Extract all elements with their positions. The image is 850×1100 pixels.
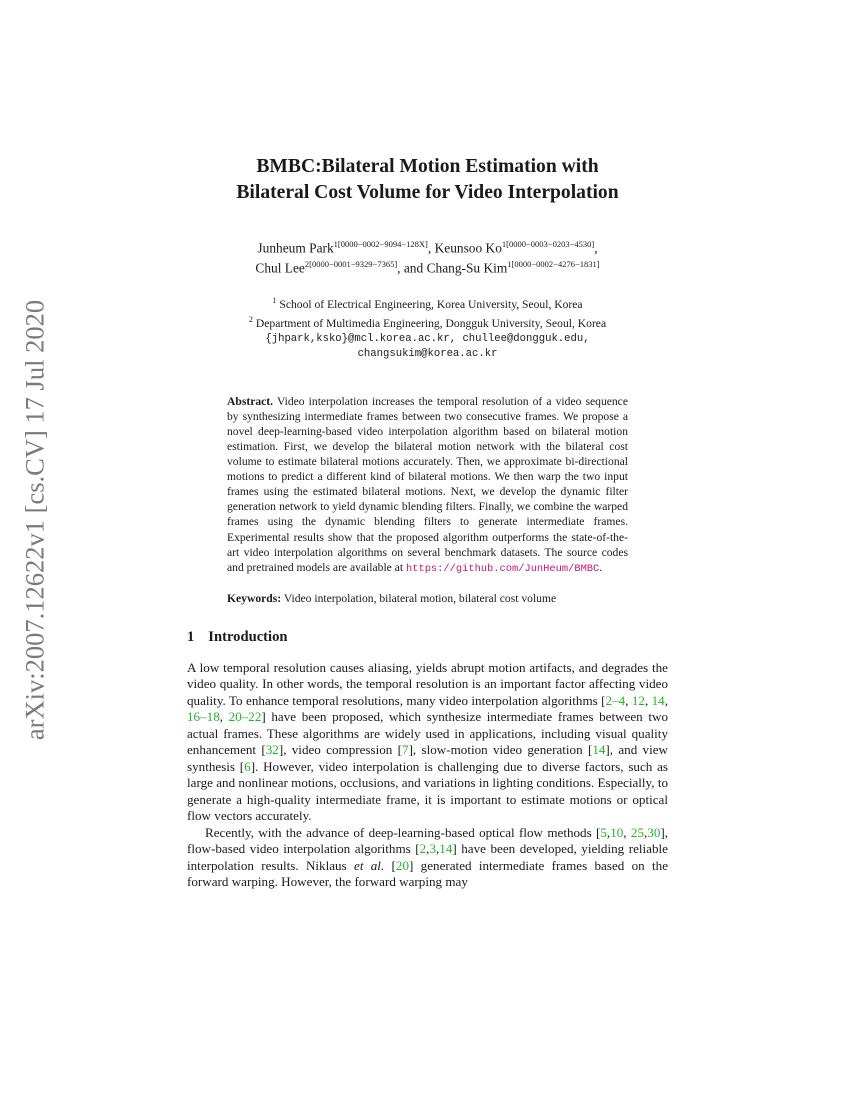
emails-line-2: changsukim@korea.ac.kr xyxy=(357,348,498,361)
citation-link[interactable]: 12 xyxy=(631,692,645,708)
section-number: 1 xyxy=(187,628,195,645)
author-orcid: 1[0000−0003−0203−4530] xyxy=(501,239,595,249)
author-line-1: Junheum Park$^{1[0000-0002-9094-128X]}$, Keunsoo $Ko^{1[0000-0003-0203-4530]}$, xyxy=(257,239,598,256)
citation-link[interactable]: 14 xyxy=(651,692,665,708)
abstract: Abstract. Video interpolation increases the temporal resolution of a video sequence by synthesizing intermediate frames between two consecutive frames. We propose a novel deep-learning-based video interpolation algorithm based on bilateral motion estimation. First, we develop the bilateral motion network with the bilateral cost volume to estimate bilateral motions accurately. Then, we approximate bi-directional motions to predict a different kind of bilateral motions. We then warp the two input frames using the estimated bilateral motions. Next, we develop the dynamic filter generation network to yield dynamic blending filters. Finally, we combine the warped frames using the dynamic blending filters to generate intermediate frames. Experimental results show that the proposed algorithm outperforms the state-of-the-art video interpolation algorithms on several benchmark datasets. The source codes and pretrained models are available at https://github.com/JunHeum/BMBC. xyxy=(227,394,628,575)
affiliations xyxy=(187,293,668,363)
title-line-2: Bilateral Cost Volume for Video Interpolation xyxy=(236,182,619,203)
citation-link[interactable]: 7 xyxy=(402,742,409,758)
abstract-text: Video interpolation increases the temporal resolution of a video sequence by synthesizing intermediate frames between two consecutive frames. We propose a novel deep-learning-based video interpolation algorithm based on bilateral motion estimation. First, we develop the bilateral motion network with the bilateral cost volume to estimate bilateral motions accurately. Then, we approximate bi-directional motions to predict a different kind of bilateral motions. We then warp the two input frames using the estimated bilateral motions. Next, we develop the dynamic filter generation network to yield dynamic blending filters. Finally, we combine the warped frames using the dynamic blending filters to generate intermediate frames. Experimental results show that the proposed algorithm outperforms the state-of-the-art video interpolation algorithms on several benchmark datasets. The source codes and pretrained models are available at xyxy=(227,394,628,574)
author-name: Chul Lee xyxy=(255,260,305,276)
citation-link[interactable]: 20 xyxy=(395,857,410,873)
paper-title xyxy=(187,154,668,206)
author-name: Chang-Su Kim xyxy=(426,260,508,276)
abstract-label: Abstract. xyxy=(227,394,274,408)
keywords-label: Keywords: xyxy=(227,591,282,605)
author-orcid: 1[0000−0002−9094−128X] xyxy=(333,239,428,249)
intro-paragraph-2: Recently, with the advance of deep-learning-based optical flow methods [5,10, 25,30], flow-based video interpolation algorithms [2,3,14] have been developed, yielding reliable interpolation results. Niklaus et al. [20] generated intermediate frames based on the forward warping. However, the forward warping may xyxy=(187,824,669,890)
github-link[interactable]: https://github.com/JunHeum/BMBC xyxy=(405,562,600,575)
section-heading xyxy=(187,629,668,646)
keywords-text: Video interpolation, bilateral motion, bilateral cost volume xyxy=(283,591,557,605)
author-name: Keunsoo Ko xyxy=(434,240,502,256)
citation-link[interactable]: 16–18 xyxy=(187,709,220,725)
citation-link[interactable]: 2–4 xyxy=(605,692,626,708)
author-name: Junheum Park xyxy=(257,240,334,256)
citation-link[interactable]: 2 xyxy=(419,841,427,857)
author-line-2: Chul Lee$^{2[0000-0001-9329-7365]}$, and Chang-Su Kim$^{1[0000-0002-4276-1831]}$ xyxy=(255,259,600,276)
citation-link[interactable]: 3 xyxy=(429,841,436,857)
citation-link[interactable]: 32 xyxy=(265,742,279,758)
citation-link[interactable]: 5 xyxy=(600,824,607,840)
citation-link[interactable]: 20–22 xyxy=(228,709,262,725)
citation-link[interactable]: 30 xyxy=(647,824,661,840)
keywords xyxy=(227,591,628,606)
intro-paragraph-1: A low temporal resolution causes aliasing, yields abrupt motion artifacts, and degrades the video quality. In other words, the temporal resolution is an important factor affecting video quality. To enhance temporal resolutions, many video interpolation algorithms [2–4, 12, 14, 16–18, 20–22] have been proposed, which synthesize intermediate frames between two actual frames. These algorithms are widely used in applications, including visual quality enhancement [32], video compression [7], slow-motion video generation [14], and view synthesis [6]. However, video interpolation is challenging due to diverse factors, such as large and nonlinear motions, occlusions, and variations in lighting conditions. Especially, to generate a high-quality intermediate frame, it is important to estimate motions or optical flow vectors accurately. xyxy=(187,659,669,824)
citation-link[interactable]: 6 xyxy=(244,758,251,774)
author-orcid: 1[0000−0002−4276−1831] xyxy=(507,259,600,270)
section-title: Introduction xyxy=(208,628,288,645)
emails-line-1: {jhpark,ksko}@mcl.korea.ac.kr, chullee@dongguk.edu, xyxy=(265,332,590,345)
et-al: et al. xyxy=(354,857,385,873)
citation-link[interactable]: 14 xyxy=(439,841,453,857)
citation-link[interactable]: 25 xyxy=(630,824,644,840)
arxiv-stamp xyxy=(15,300,55,740)
author-orcid: 2[0000−0001−9329−7365] xyxy=(304,259,398,270)
arxiv-stamp-text: arXiv:2007.12622v1 [cs.CV] 17 Jul 2020 xyxy=(19,299,50,741)
paper-first-page xyxy=(187,150,668,891)
title-line-1: BMBC:Bilateral Motion Estimation with xyxy=(256,156,599,177)
affiliation-1: $^1$ School of Electrical Engineering, Korea University, Seoul, Korea xyxy=(272,295,583,311)
citation-link[interactable]: 10 xyxy=(610,824,624,840)
citation-link[interactable]: 14 xyxy=(592,742,606,758)
affiliation-2: $^2$ Department of Multimedia Engineering, Dongguk University, Seoul, Korea xyxy=(248,315,607,331)
author-list xyxy=(187,236,668,277)
